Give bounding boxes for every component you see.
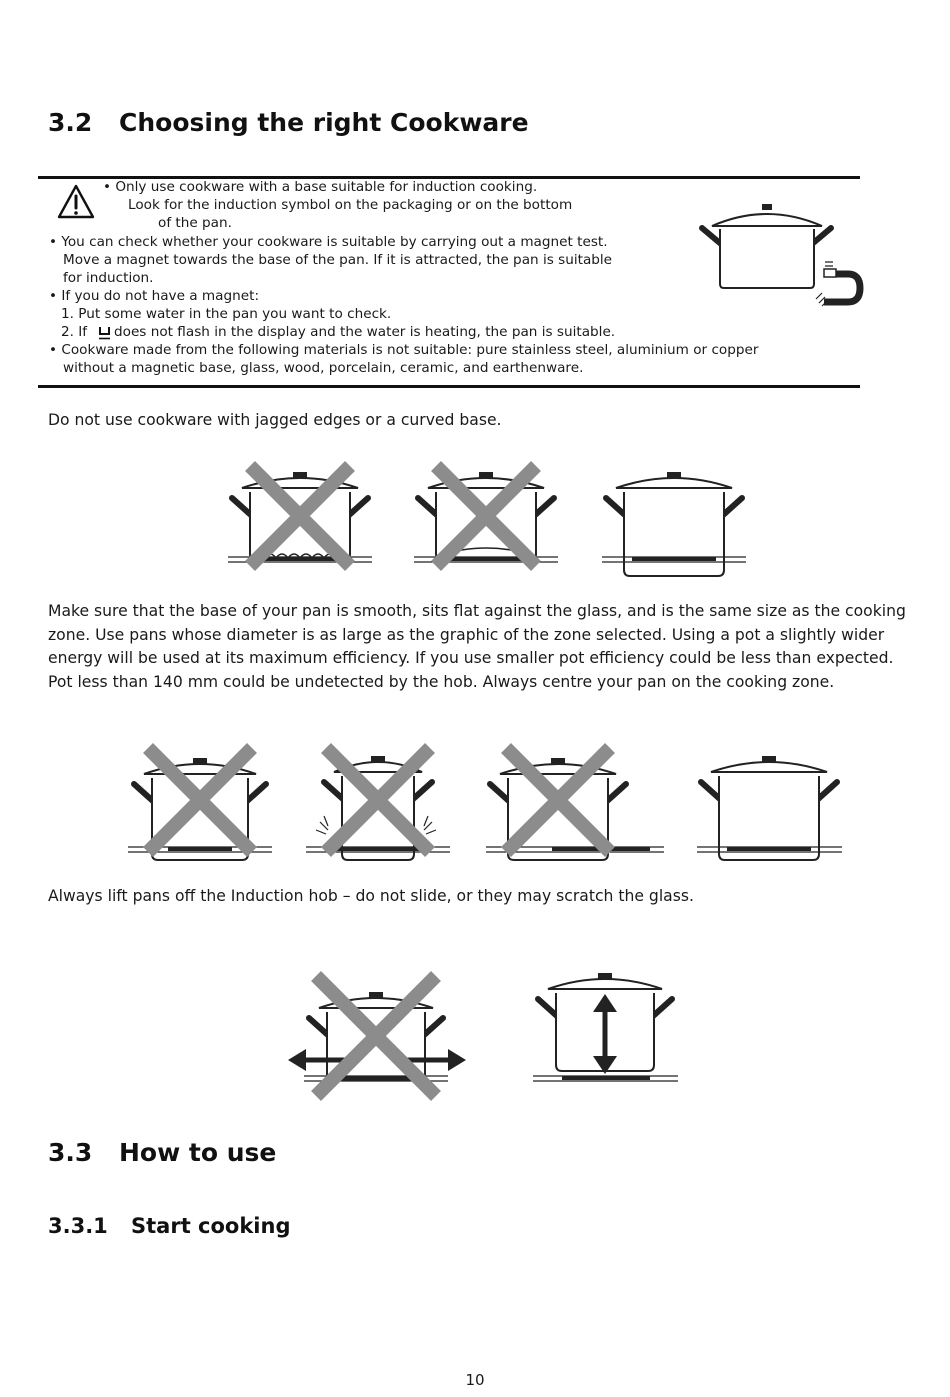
section-title: Choosing the right Cookware <box>119 108 529 137</box>
notice-line: • Only use cookware with a base suitable for induction cooking. <box>103 179 538 195</box>
section-number: 3.3 <box>48 1138 93 1167</box>
section-number: 3.2 <box>48 108 93 137</box>
notice-line: of the pan. <box>158 215 232 231</box>
cooking-zone <box>332 847 424 851</box>
notice-line: for induction. <box>63 270 154 286</box>
cooking-zone <box>168 847 232 851</box>
section-heading-3-3-1 <box>48 1214 291 1238</box>
pot-drawing <box>701 756 837 860</box>
notice-line: • Cookware made from the following materials is not suitable: pure stainless steel, aluminium or copper <box>49 342 759 358</box>
section-number: 3.3.1 <box>48 1214 108 1238</box>
paragraph-pan-size: Make sure that the base of your pan is smooth, sits flat against the glass, and is the same size as the cooking zone. Use pans whose diameter is as large as the graphic of the zone selected. Using a pot a slightly wider energy will be used at its maximum efficiency. If you use smaller pot efficiency could be less than expected. Pot less than 140 mm could be undetected by the hob. Always centre your pan on the cooking zone. <box>48 602 906 691</box>
notice-line: 1. Put some water in the pan you want to check. <box>61 306 392 322</box>
section-heading-3-3 <box>48 1138 276 1167</box>
section-title: How to use <box>119 1138 277 1167</box>
cooking-zone <box>448 557 524 561</box>
cooking-zone <box>562 1076 650 1080</box>
cooking-zone <box>727 847 811 851</box>
notice-line: Move a magnet towards the base of the pan. If it is attracted, the pan is suitable <box>63 252 613 268</box>
notice-line: does not flash in the display and the water is heating, the pan is suitable. <box>114 324 616 340</box>
section-title: Start cooking <box>131 1214 291 1238</box>
notice-line: Look for the induction symbol on the packaging or on the bottom <box>128 197 573 213</box>
notice-line: 2. If <box>61 324 88 340</box>
cooking-zone <box>632 557 716 561</box>
cooking-zone <box>262 557 338 561</box>
cooking-zone <box>336 1076 416 1080</box>
paragraph-lift-pans: Always lift pans off the Induction hob – do not slide, or they may scratch the glass. <box>48 887 694 905</box>
notice-line: • If you do not have a magnet: <box>49 288 260 304</box>
notice-line: • You can check whether your cookware is suitable by carrying out a magnet test. <box>49 234 608 250</box>
page-number: 10 <box>465 1371 485 1389</box>
paragraph-jagged-edges: Do not use cookware with jagged edges or a curved base. <box>48 411 502 429</box>
notice-line: without a magnetic base, glass, wood, porcelain, ceramic, and earthenware. <box>63 360 584 376</box>
